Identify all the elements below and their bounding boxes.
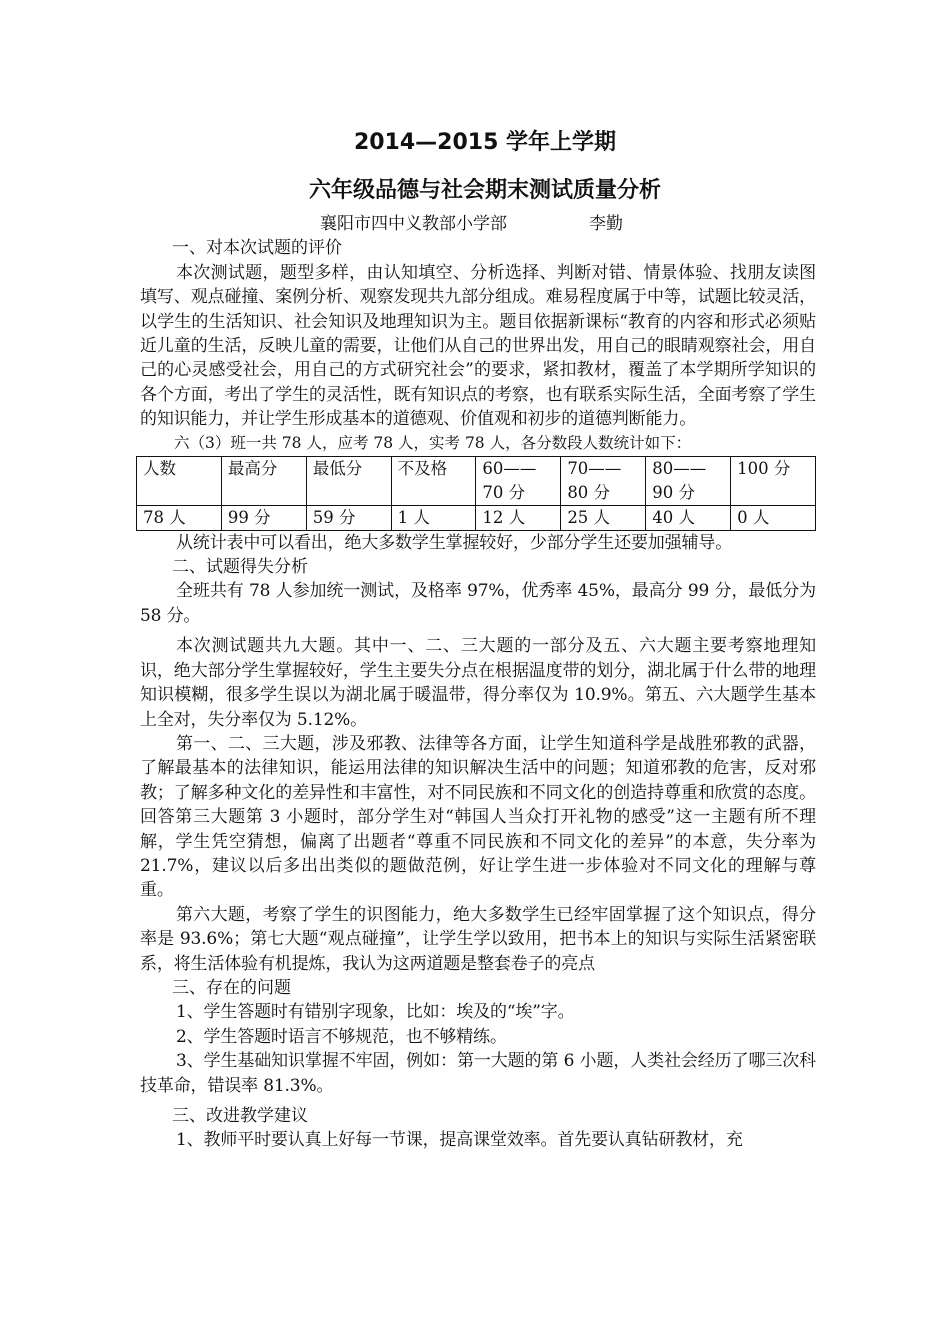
header-cell: 最低分 (306, 456, 391, 505)
section-heading-evaluation: 一、对本次试题的评价 (172, 238, 342, 259)
school-name: 襄阳市四中义教部小学部 (320, 214, 507, 234)
table-cell: 1 人 (391, 505, 476, 530)
table-cell: 40 人 (646, 505, 731, 530)
paragraph-evaluation: 本次测试题，题型多样，由认知填空、分析选择、判断对错、情景体验、找朋友读图填写、观点碰撞、案例分析、观察发现共九部分组成。难易程度属于中等，试题比较灵活，以学生的生活知识、社会知识及地理知识为主。题目依据新课标“教育的内容和形式必须贴近儿童的生活，反映儿童的需要，让他们从自己的世界出发，用自己的眼睛观察社会，用自己的心灵感受社会，用自己的方式研究社会”的要求，紧扣教材，覆盖了本学期所学知识的各个方面，考出了学生的灵活性，既有知识点的考察，也有联系实际生活，全面考察了学生的知识能力，并让学生形成基本的道德观、价值观和初步的道德判断能力。 (140, 262, 816, 430)
table-cell: 25 人 (561, 505, 646, 530)
header-cell: 人数 (137, 456, 222, 505)
suggestion-item-1: 1、教师平时要认真上好每一节课，提高课堂效率。首先要认真钻研教材，充 (176, 1130, 743, 1151)
header-cell: 70—— 80 分 (561, 456, 646, 505)
header-cell: 60—— 70 分 (476, 456, 561, 505)
paragraph-analysis-law: 第一、二、三大题，涉及邪教、法律等各方面，让学生知道科学是战胜邪教的武器，了解最基本的法律知识，能运用法律的知识解决生活中的问题；知道邪教的危害，反对邪教；了解多种文化的差异性和丰富性，对不同民族和不同文化的创造持尊重和欣赏的态度。回答第三大题第 3 小题时，部分学生对“韩国人当众打开礼物的感受”这一主题有所不理解，学生凭空猜想，偏离了出题者“尊重不同民族和不同文化的差异”的本意，失分率为 21.7%，建议以后多出出类似的题做范例，好让学生进一步体验对不同文化的理解与尊重。 (140, 733, 816, 901)
table-cell: 59 分 (306, 505, 391, 530)
paragraph-analysis-overview: 全班共有 78 人参加统一测试，及格率 97%，优秀率 45%，最高分 99 分，最低分为 58 分。 (140, 581, 816, 626)
problem-item-2: 2、学生答题时语言不够规范，也不够精练。 (176, 1026, 507, 1047)
section-heading-analysis: 二、试题得失分析 (172, 557, 308, 578)
problem-item-1: 1、学生答题时有错别字现象，比如：埃及的“埃”字。 (176, 1002, 575, 1023)
document-title-main: 六年级品德与社会期末测试质量分析 (308, 178, 661, 203)
table-caption: 六（3）班一共 78 人，应考 78 人，实考 78 人，各分数段人数统计如下： (174, 433, 692, 452)
table-header-row (137, 456, 816, 505)
table-cell: 78 人 (137, 505, 222, 530)
header-cell: 100 分 (731, 456, 816, 505)
score-distribution-table (136, 456, 816, 531)
table-cell: 0 人 (731, 505, 816, 530)
section-heading-problems: 三、存在的问题 (172, 977, 291, 998)
header-cell: 最高分 (221, 456, 306, 505)
table-row (137, 505, 816, 530)
table-cell: 99 分 (221, 505, 306, 530)
byline (140, 212, 816, 236)
table-cell: 12 人 (476, 505, 561, 530)
paragraph-table-summary: 从统计表中可以看出，绝大多数学生掌握较好，少部分学生还要加强辅导。 (176, 532, 733, 553)
paragraph-analysis-geography: 本次测试题共九大题。其中一、二、三大题的一部分及五、六大题主要考察地理知识，绝大部分学生掌握较好，学生主要失分点在根据温度带的划分，湖北属于什么带的地理知识模糊，很多学生误以为湖北属于暖温带，得分率仅为 10.9%。第五、六大题学生基本上全对，失分率仅为 5.12%。 (140, 636, 816, 730)
author-name: 李勤 (589, 214, 623, 234)
header-cell: 80—— 90 分 (646, 456, 731, 505)
paragraph-analysis-highlights: 第六大题，考察了学生的识图能力，绝大多数学生已经牢固掌握了这个知识点，得分率是 93.6%；第七大题“观点碰撞”，让学生学以致用，把书本上的知识与实际生活紧密联系，将生活体验有机提炼，我认为这两道题是整套卷子的亮点 (140, 904, 816, 974)
document-title-year: 2014—2015 学年上学期 (353, 130, 617, 155)
problem-item-3: 3、学生基础知识掌握不牢固，例如：第一大题的第 6 小题，人类社会经历了哪三次科技革命，错误率 81.3%。 (140, 1051, 816, 1096)
document-page (140, 128, 816, 1153)
header-cell: 不及格 (391, 456, 476, 505)
section-heading-suggestions: 三、改进教学建议 (172, 1106, 308, 1126)
